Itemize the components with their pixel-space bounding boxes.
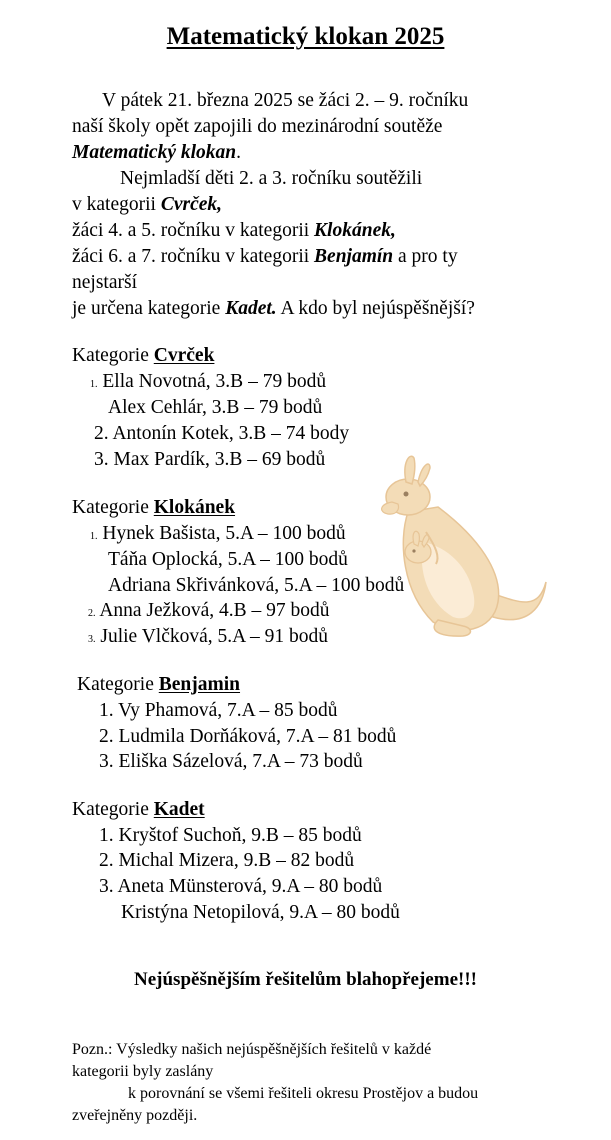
category-heading: Kategorie Klokánek (72, 497, 236, 518)
footnote-line-4: zveřejněny později. (72, 1107, 198, 1124)
list-item: Adriana Skřivánková, 5.A – 100 bodů (108, 575, 405, 596)
intro-line-6: žáci 4. a 5. ročníku v kategorii Klokánek, (72, 220, 396, 241)
intro-line-7: žáci 6. a 7. ročníku v kategorii Benjamín a pro ty (72, 246, 458, 267)
kangaroo-illustration (378, 452, 550, 642)
page-title: Matematický klokan 2025 (166, 23, 445, 50)
list-item: 1. Hynek Bašista, 5.A – 100 bodů (90, 523, 346, 544)
footnote-line-3: k porovnání se všemi řešiteli okresu Prostějov a budou (128, 1085, 479, 1102)
list-item: 3. Eliška Sázelová, 7.A – 73 bodů (99, 751, 363, 772)
category-heading: Kategorie Kadet (72, 799, 205, 820)
list-item: 3. Max Pardík, 3.B – 69 bodů (94, 449, 326, 470)
list-item: 2. Anna Ježková, 4.B – 97 bodů (88, 600, 330, 621)
list-item: 3. Julie Vlčková, 5.A – 91 bodů (88, 626, 329, 647)
list-item: 2. Ludmila Dorňáková, 7.A – 81 bodů (99, 726, 397, 747)
list-item: 2. Michal Mizera, 9.B – 82 bodů (99, 850, 355, 871)
intro-line-3: Matematický klokan. (72, 142, 241, 163)
list-item: Kristýna Netopilová, 9.A – 80 bodů (121, 902, 400, 923)
list-item: 1. Kryštof Suchoň, 9.B – 85 bodů (99, 825, 362, 846)
intro-line-1: V pátek 21. března 2025 se žáci 2. – 9. ročníku (102, 90, 469, 111)
list-item: 1. Ella Novotná, 3.B – 79 bodů (90, 371, 327, 392)
category-heading: Kategorie Benjamin (77, 674, 241, 695)
list-item: 1. Vy Phamová, 7.A – 85 bodů (99, 700, 338, 721)
list-item: Táňa Oplocká, 5.A – 100 bodů (108, 549, 348, 570)
list-item: 3. Aneta Münsterová, 9.A – 80 bodů (99, 876, 383, 897)
intro-line-5: v kategorii Cvrček, (72, 194, 222, 215)
intro-line-2: naší školy opět zapojili do mezinárodní soutěže (72, 116, 443, 137)
footnote-line-2: kategorii byly zaslány (72, 1063, 214, 1080)
intro-line-9: je určena kategorie Kadet. A kdo byl nejúspěšnější? (72, 298, 475, 319)
intro-line-4: Nejmladší děti 2. a 3. ročníku soutěžili (120, 168, 423, 189)
list-item: 2. Antonín Kotek, 3.B – 74 body (94, 423, 350, 444)
list-item: Alex Cehlár, 3.B – 79 bodů (108, 397, 323, 418)
congratulations-text: Nejúspěšnějším řešitelům blahopřejeme!!! (134, 969, 477, 990)
intro-line-8: nejstarší (72, 272, 137, 293)
category-heading: Kategorie Cvrček (72, 345, 215, 366)
footnote-line-1: Pozn.: Výsledky našich nejúspěšnějších řešitelů v každé (72, 1041, 432, 1058)
